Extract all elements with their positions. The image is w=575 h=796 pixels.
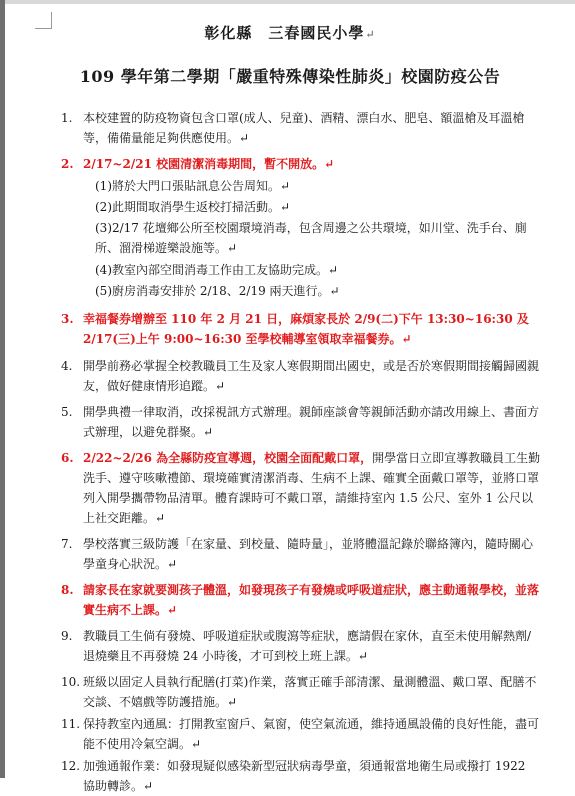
list-item [61,714,541,754]
item-text: 請家長在家就要測孩子體溫，如發現孩子有發燒或呼吸道症狀，應主動通報學校，並落實生病不上課。↵ [83,583,540,617]
item-number: 1. [61,111,73,125]
list-item [61,154,541,174]
item-number: 7. [61,537,73,551]
sub-item [95,176,535,196]
item-text-highlight: 2/22~2/26 為全縣防疫宣導週，校園全面配戴口罩， [83,451,373,465]
document-page [5,4,575,793]
item-text: 開學前務必掌握全校教職員工生及家人寒假期間出國史，或是否於寒假期間接觸歸國親友，做好健康情形追蹤。↵ [83,359,540,393]
list-item [61,580,541,620]
item-text: 加強通報作業：如發現疑似感染新型冠狀病毒學童，須通報當地衛生局或撥打 1922 協助轉診。↵ [83,759,526,793]
item-text: 幸福餐券增辦至 110 年 2 月 21 日，麻煩家長於 2/9(二)下午 13:30~16:30 及 2/17(三)上午 9:00~16:30 至學校輔導室領取幸福餐券。↵ [83,312,529,346]
item-text: 2/17~2/21 校園清潔消毒期間，暫不開放。↵ [83,157,335,171]
list-item [61,626,541,666]
item-text: 教職員工生倘有發燒、呼吸道症狀或腹瀉等症狀，應請假在家休，直至未使用解熱劑/退燒藥且不再發燒 24 小時後，才可到校上班上課。↵ [83,629,532,663]
list-item [61,672,541,712]
item-number: 4. [61,359,73,373]
sub-item-text: (1)將於大門口張貼訊息公告周知。↵ [95,179,291,193]
list-item [61,448,541,528]
sub-item-text: (5)廚房消毒安排於 2/18、2/19 兩天進行。↵ [95,284,340,298]
sub-item [95,197,535,217]
sub-item [95,218,535,258]
item-number: 6. [61,451,74,465]
sub-item [95,281,535,301]
item-number: 8. [61,583,74,597]
item-number: 9. [61,629,73,643]
item-number: 3. [61,312,74,326]
item-number: 2. [61,157,74,171]
item-number: 11. [61,717,81,731]
school-title [5,22,575,43]
paragraph-mark: ↵ [365,28,376,41]
item-text: 學校落實三級防護「在家量、到校量、隨時量」，並將體溫記錄於聯絡簿內，隨時關心學童身心狀況。↵ [83,537,534,571]
list-item [61,309,541,349]
item-text-rest: 開學當日立即宣導教職員工生勤洗手、遵守咳嗽禮節、環境確實清潔消毒、生病不上課、確實全面戴口罩等，並將口罩列入開學攜帶物品清單。體育課時可不戴口罩，請維持室內 1.5 公尺、室外 1 公尺以上社交距離。↵ [83,451,541,525]
item-number: 12. [61,759,81,773]
item-text: 本校建置的防疫物資包含口罩(成人、兒童)、酒精、漂白水、肥皂、額溫槍及耳溫槍等，備備量能足夠供應使用。↵ [83,111,525,145]
list-item [61,402,541,442]
sub-item-text: (4)教室內部空間消毒工作由工友協助完成。↵ [95,263,339,277]
list-item [61,356,541,396]
item-text: 開學典禮一律取消，改採視訊方式辦理。親師座談會等親師活動亦請改用線上、書面方式辦理，以避免群聚。↵ [83,405,540,439]
item-text: 班級以固定人員執行配膳(打菜)作業，落實正確手部清潔、量測體溫、戴口罩、配膳不交談、不嬉戲等防護措施。↵ [83,675,537,709]
announcement-title: 109 學年第二學期「嚴重特殊傳染性肺炎」校園防疫公告 [79,67,501,86]
item-number: 5. [61,405,73,419]
item-text [83,448,541,528]
list-item [61,534,541,574]
list-item [61,108,541,148]
sub-item-text: (2)此期間取消學生返校打掃活動。↵ [95,200,291,214]
list-item [61,756,541,796]
sub-item [95,260,535,280]
school-title-text: 彰化縣 三春國民小學 [204,24,365,42]
sub-item-text: (3)2/17 花壇鄉公所至校園環境消毒，包含周邊之公共環境，如川堂、洗手台、廁所、溜滑梯遊樂設施等。↵ [95,221,527,255]
item-text: 保持教室內通風：打開教室窗戶、氣窗，使空氣流通，維持通風設備的良好性能，盡可能不使用冷氣空調。↵ [83,717,540,751]
item-number: 10. [61,675,81,689]
